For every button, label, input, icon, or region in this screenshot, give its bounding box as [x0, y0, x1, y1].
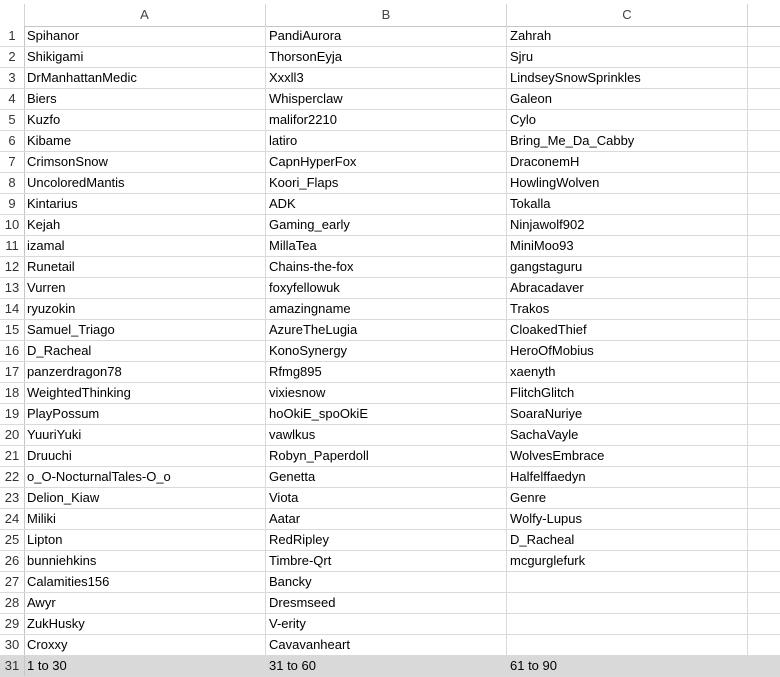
cell-a[interactable]: panzerdragon78 — [24, 362, 266, 382]
cell-d[interactable] — [748, 383, 780, 403]
cell-c[interactable]: Wolfy-Lupus — [507, 509, 748, 529]
cell-a[interactable]: Lipton — [24, 530, 266, 550]
cell-d[interactable] — [748, 194, 780, 214]
cell-d[interactable] — [748, 362, 780, 382]
cell-d[interactable] — [748, 236, 780, 256]
row-header[interactable]: 26 — [0, 551, 25, 571]
table-row — [0, 299, 780, 320]
cell-a[interactable]: Biers — [24, 89, 266, 109]
cell-c[interactable]: WolvesEmbrace — [507, 446, 748, 466]
table-row — [0, 404, 780, 425]
row-header[interactable]: 20 — [0, 425, 25, 445]
cell-b[interactable]: Timbre-Qrt — [266, 551, 507, 571]
column-header-d[interactable] — [748, 4, 780, 26]
rows-container — [0, 26, 780, 677]
row-header[interactable]: 19 — [0, 404, 25, 424]
row-header[interactable]: 7 — [0, 152, 25, 172]
cell-c[interactable]: 61 to 90 — [507, 656, 748, 676]
table-row — [0, 131, 780, 152]
table-row — [0, 89, 780, 110]
cell-b[interactable]: Xxxll3 — [266, 68, 507, 88]
row-header[interactable]: 25 — [0, 530, 25, 550]
cell-a[interactable]: D_Racheal — [24, 341, 266, 361]
table-row — [0, 530, 780, 551]
cell-a[interactable]: ZukHusky — [24, 614, 266, 634]
cell-c[interactable]: Tokalla — [507, 194, 748, 214]
cell-d[interactable] — [748, 593, 780, 613]
cell-c[interactable]: Cylo — [507, 110, 748, 130]
cell-d[interactable] — [748, 26, 780, 46]
cell-c[interactable] — [507, 635, 748, 655]
cell-c[interactable]: SoaraNuriye — [507, 404, 748, 424]
row-header[interactable]: 15 — [0, 320, 25, 340]
cell-a[interactable]: Croxxy — [24, 635, 266, 655]
table-row — [0, 194, 780, 215]
table-row — [0, 467, 780, 488]
row-header[interactable]: 14 — [0, 299, 25, 319]
table-row — [0, 383, 780, 404]
cell-d[interactable] — [748, 425, 780, 445]
table-row — [0, 152, 780, 173]
cell-d[interactable] — [748, 131, 780, 151]
row-header[interactable]: 5 — [0, 110, 25, 130]
cell-a[interactable]: Kibame — [24, 131, 266, 151]
cell-a[interactable]: WeightedThinking — [24, 383, 266, 403]
table-row — [0, 362, 780, 383]
cell-d[interactable] — [748, 68, 780, 88]
cell-d[interactable] — [748, 572, 780, 592]
cell-c[interactable]: Ninjawolf902 — [507, 215, 748, 235]
cell-b[interactable]: Aatar — [266, 509, 507, 529]
cell-b[interactable]: Rfmg895 — [266, 362, 507, 382]
cell-d[interactable] — [748, 89, 780, 109]
cell-d[interactable] — [748, 635, 780, 655]
cell-c[interactable]: Halfelffaedyn — [507, 467, 748, 487]
cell-b[interactable]: malifor2210 — [266, 110, 507, 130]
cell-b[interactable]: Bancky — [266, 572, 507, 592]
table-row — [0, 446, 780, 467]
cell-b[interactable]: PandiAurora — [266, 26, 507, 46]
table-row — [0, 635, 780, 656]
cell-a[interactable]: izamal — [24, 236, 266, 256]
cell-d[interactable] — [748, 530, 780, 550]
cell-d[interactable] — [748, 110, 780, 130]
cell-c[interactable]: D_Racheal — [507, 530, 748, 550]
cell-c[interactable]: Bring_Me_Da_Cabby — [507, 131, 748, 151]
cell-c[interactable]: CloakedThief — [507, 320, 748, 340]
table-row — [0, 509, 780, 530]
cell-a[interactable]: YuuriYuki — [24, 425, 266, 445]
cell-b[interactable]: Cavavanheart — [266, 635, 507, 655]
row-header[interactable]: 10 — [0, 215, 25, 235]
cell-b[interactable]: foxyfellowuk — [266, 278, 507, 298]
cell-c[interactable]: Abracadaver — [507, 278, 748, 298]
row-header[interactable]: 27 — [0, 572, 25, 592]
cell-b[interactable]: Gaming_early — [266, 215, 507, 235]
table-row — [0, 110, 780, 131]
cell-b[interactable]: Dresmseed — [266, 593, 507, 613]
cell-c[interactable]: HeroOfMobius — [507, 341, 748, 361]
table-row — [0, 593, 780, 614]
cell-c[interactable]: Trakos — [507, 299, 748, 319]
cell-b[interactable]: AzureTheLugia — [266, 320, 507, 340]
cell-a[interactable]: Samuel_Triago — [24, 320, 266, 340]
cell-c[interactable] — [507, 572, 748, 592]
column-header-b[interactable]: B — [266, 4, 507, 26]
row-header[interactable]: 9 — [0, 194, 25, 214]
row-header[interactable]: 17 — [0, 362, 25, 382]
cell-d[interactable] — [748, 173, 780, 193]
cell-a[interactable]: bunniehkins — [24, 551, 266, 571]
cell-b[interactable]: CapnHyperFox — [266, 152, 507, 172]
row-header[interactable]: 18 — [0, 383, 25, 403]
table-row — [0, 68, 780, 89]
cell-d[interactable] — [748, 215, 780, 235]
table-row — [0, 236, 780, 257]
cell-a[interactable]: Kintarius — [24, 194, 266, 214]
table-row — [0, 257, 780, 278]
row-header[interactable]: 21 — [0, 446, 25, 466]
cell-d[interactable] — [748, 299, 780, 319]
cell-b[interactable]: Robyn_Paperdoll — [266, 446, 507, 466]
cell-d[interactable] — [748, 551, 780, 571]
cell-a[interactable]: Shikigami — [24, 47, 266, 67]
row-header[interactable]: 3 — [0, 68, 25, 88]
cell-a[interactable]: CrimsonSnow — [24, 152, 266, 172]
cell-c[interactable]: HowlingWolven — [507, 173, 748, 193]
table-row — [0, 572, 780, 593]
cell-b[interactable]: V-erity — [266, 614, 507, 634]
cell-d[interactable] — [748, 404, 780, 424]
column-header-row — [0, 4, 780, 27]
cell-b[interactable]: Chains-the-fox — [266, 257, 507, 277]
cell-d[interactable] — [748, 47, 780, 67]
cell-a[interactable]: DrManhattanMedic — [24, 68, 266, 88]
cell-a[interactable]: ryuzokin — [24, 299, 266, 319]
table-row — [0, 488, 780, 509]
cell-a[interactable]: Kuzfo — [24, 110, 266, 130]
table-row — [0, 26, 780, 47]
cell-a[interactable]: PlayPossum — [24, 404, 266, 424]
table-row — [0, 425, 780, 446]
row-header[interactable]: 6 — [0, 131, 25, 151]
cell-c[interactable]: xaenyth — [507, 362, 748, 382]
cell-d[interactable] — [748, 278, 780, 298]
cell-b[interactable]: latiro — [266, 131, 507, 151]
cell-b[interactable]: Genetta — [266, 467, 507, 487]
cell-d[interactable] — [748, 614, 780, 634]
cell-c[interactable] — [507, 614, 748, 634]
cell-b[interactable]: Koori_Flaps — [266, 173, 507, 193]
cell-d[interactable] — [748, 509, 780, 529]
row-header[interactable]: 4 — [0, 89, 25, 109]
cell-d[interactable] — [748, 152, 780, 172]
cell-c[interactable]: Galeon — [507, 89, 748, 109]
cell-b[interactable]: hoOkiE_spoOkiE — [266, 404, 507, 424]
row-header[interactable]: 23 — [0, 488, 25, 508]
table-row — [0, 551, 780, 572]
cell-b[interactable]: MillaTea — [266, 236, 507, 256]
row-header[interactable]: 11 — [0, 236, 25, 256]
table-row — [0, 173, 780, 194]
row-header[interactable]: 29 — [0, 614, 25, 634]
cell-d[interactable] — [748, 446, 780, 466]
table-row — [0, 341, 780, 362]
cell-b[interactable]: vawlkus — [266, 425, 507, 445]
cell-d[interactable] — [748, 257, 780, 277]
cell-c[interactable]: LindseySnowSprinkles — [507, 68, 748, 88]
table-row — [0, 215, 780, 236]
table-row — [0, 614, 780, 635]
cell-a[interactable]: Druuchi — [24, 446, 266, 466]
row-header[interactable]: 30 — [0, 635, 25, 655]
cell-d[interactable] — [748, 320, 780, 340]
cell-a[interactable]: Miliki — [24, 509, 266, 529]
row-header[interactable]: 2 — [0, 47, 25, 67]
cell-c[interactable]: gangstaguru — [507, 257, 748, 277]
table-row — [0, 278, 780, 299]
cell-c[interactable]: FlitchGlitch — [507, 383, 748, 403]
row-header[interactable]: 12 — [0, 257, 25, 277]
cell-a[interactable]: Calamities156 — [24, 572, 266, 592]
cell-c[interactable]: Genre — [507, 488, 748, 508]
cell-d[interactable] — [748, 488, 780, 508]
row-header[interactable]: 1 — [0, 26, 25, 46]
cell-b[interactable]: ADK — [266, 194, 507, 214]
cell-a[interactable]: UncoloredMantis — [24, 173, 266, 193]
cell-b[interactable]: RedRipley — [266, 530, 507, 550]
cell-b[interactable]: Whisperclaw — [266, 89, 507, 109]
row-header[interactable]: 28 — [0, 593, 25, 613]
cell-c[interactable] — [507, 593, 748, 613]
row-header[interactable]: 16 — [0, 341, 25, 361]
cell-c[interactable]: SachaVayle — [507, 425, 748, 445]
table-row — [0, 320, 780, 341]
cell-c[interactable]: Sjru — [507, 47, 748, 67]
cell-d[interactable] — [748, 467, 780, 487]
summary-row — [0, 656, 780, 677]
cell-a[interactable]: Awyr — [24, 593, 266, 613]
column-header-a[interactable]: A — [24, 4, 266, 26]
cell-a[interactable]: Vurren — [24, 278, 266, 298]
column-header-c[interactable]: C — [507, 4, 748, 26]
row-header[interactable]: 31 — [0, 656, 25, 676]
cell-d[interactable] — [748, 656, 780, 676]
row-header[interactable]: 13 — [0, 278, 25, 298]
cell-b[interactable]: vixiesnow — [266, 383, 507, 403]
select-all-corner[interactable] — [0, 4, 25, 26]
cell-c[interactable]: Zahrah — [507, 26, 748, 46]
cell-c[interactable]: mcgurglefurk — [507, 551, 748, 571]
cell-c[interactable]: MiniMoo93 — [507, 236, 748, 256]
row-header[interactable]: 8 — [0, 173, 25, 193]
cell-a[interactable]: Spihanor — [24, 26, 266, 46]
cell-a[interactable]: 1 to 30 — [24, 656, 266, 676]
cell-b[interactable]: ThorsonEyja — [266, 47, 507, 67]
cell-d[interactable] — [748, 341, 780, 361]
table-row — [0, 47, 780, 68]
cell-b[interactable]: 31 to 60 — [266, 656, 507, 676]
cell-b[interactable]: KonoSynergy — [266, 341, 507, 361]
cell-c[interactable]: DraconemH — [507, 152, 748, 172]
cell-b[interactable]: amazingname — [266, 299, 507, 319]
row-header[interactable]: 22 — [0, 467, 25, 487]
cell-a[interactable]: Delion_Kiaw — [24, 488, 266, 508]
cell-a[interactable]: o_O-NocturnalTales-O_o — [24, 467, 266, 487]
cell-b[interactable]: Viota — [266, 488, 507, 508]
cell-a[interactable]: Kejah — [24, 215, 266, 235]
cell-a[interactable]: Runetail — [24, 257, 266, 277]
row-header[interactable]: 24 — [0, 509, 25, 529]
